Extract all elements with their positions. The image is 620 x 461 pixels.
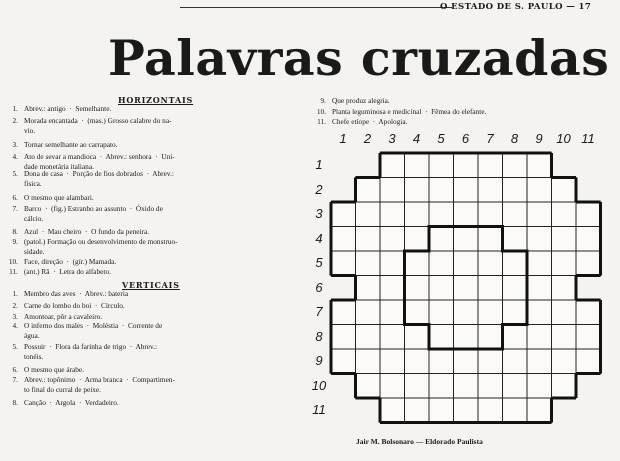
clue-text: O mesmo que árabe. [24, 365, 84, 374]
grid-cell[interactable] [478, 251, 503, 276]
clue-number: 4. [12, 321, 18, 330]
row-number: 11 [312, 402, 326, 417]
grid-cell[interactable] [454, 349, 479, 374]
grid-cell[interactable] [552, 349, 577, 374]
clue-number: 8. [12, 227, 18, 236]
clue-text: Membro das aves · Abrev.: bateria [24, 289, 129, 298]
clue-text: Dona de casa · Porção de fios dobrados · Abrev.: [24, 169, 174, 178]
clue-number: 7. [12, 375, 18, 384]
grid-cell[interactable] [405, 349, 430, 374]
clue-line [2, 258, 302, 267]
clue-number: 3. [12, 312, 18, 321]
clue-text: Abrev.: topônimo · Arma branca · Compartimen- [24, 375, 175, 384]
grid-cell[interactable] [454, 178, 479, 203]
grid-cell[interactable] [380, 374, 405, 399]
row-number: 9 [315, 353, 323, 368]
clue-text: Barco · (fig.) Estranho ao assunto · Óxido de [24, 204, 163, 213]
grid-cell[interactable] [454, 325, 479, 350]
clue-line [2, 366, 302, 375]
grid-cell[interactable] [552, 374, 577, 399]
clue-number: 6. [12, 365, 18, 374]
clue-line [2, 117, 302, 126]
grid-cell[interactable] [331, 251, 356, 276]
clue-line [2, 322, 302, 331]
grid-cell[interactable] [429, 398, 454, 423]
grid-cell[interactable] [576, 251, 601, 276]
inner-diamond-outline [405, 227, 528, 350]
clue-number: 2. [12, 116, 18, 125]
clue-number: 5. [12, 169, 18, 178]
clue-line [314, 118, 614, 127]
grid-cell[interactable] [527, 202, 552, 227]
column-number: 10 [556, 131, 571, 146]
row-number: 6 [315, 279, 323, 295]
grid-cell[interactable] [405, 178, 430, 203]
clue-text: (ant.) Rã · Letra do alfabeto. [24, 267, 111, 276]
clue-text: Amontoar, pôr a cavaleiro. [24, 312, 103, 321]
grid-cell[interactable] [576, 325, 601, 350]
grid-cell[interactable] [356, 202, 381, 227]
author-credit: Jair M. Bolsonaro — Eldorado Paulista [356, 437, 483, 446]
grid-cell[interactable] [356, 251, 381, 276]
grid-cell[interactable] [405, 374, 430, 399]
clue-text: O mesmo que alambari. [24, 193, 94, 202]
clue-number: 6. [12, 193, 18, 202]
grid-cell[interactable] [527, 227, 552, 252]
page-title: Palavras cruzadas [108, 29, 610, 87]
grid-cell[interactable] [527, 178, 552, 203]
grid-cell[interactable] [503, 202, 528, 227]
clue-number: 4. [12, 152, 18, 161]
clue-number: 8. [12, 398, 18, 407]
grid-cell[interactable] [478, 349, 503, 374]
grid-cell[interactable] [478, 153, 503, 178]
column-number: 5 [437, 131, 445, 146]
grid-cell[interactable] [478, 300, 503, 325]
row-number: 2 [315, 181, 323, 197]
grid-cell[interactable] [429, 178, 454, 203]
clue-line [2, 105, 302, 114]
row-number: 1 [315, 157, 323, 172]
clue-number: 1. [12, 289, 18, 298]
grid-cell[interactable] [576, 227, 601, 252]
clue-number: 5. [12, 342, 18, 351]
clue-text: Canção · Argola · Verdadeiro. [24, 398, 119, 407]
grid-cell[interactable] [380, 398, 405, 423]
column-number: 7 [486, 131, 494, 146]
clue-text: (patol.) Formação ou desenvolvimento de monstruo- [24, 237, 178, 246]
grid-cell[interactable] [478, 276, 503, 301]
grid-cell[interactable] [478, 178, 503, 203]
grid-cell[interactable] [552, 178, 577, 203]
grid-cell[interactable] [380, 251, 405, 276]
header-rule [180, 7, 452, 8]
clue-text: Morada encantada · (mas.) Grosso calabre do na- [24, 116, 172, 125]
grid-cell[interactable] [405, 300, 430, 325]
clue-text-continued: tonéis. [24, 351, 44, 361]
clue-text-continued: sidade. [24, 246, 45, 256]
clue-number: 2. [12, 301, 18, 310]
row-number: 4 [315, 230, 323, 246]
grid-cell[interactable] [552, 325, 577, 350]
grid-cell[interactable] [356, 227, 381, 252]
clue-number: 7. [12, 204, 18, 213]
grid-cell[interactable] [503, 325, 528, 350]
grid-cell[interactable] [552, 227, 577, 252]
clue-line [2, 302, 302, 311]
clue-text-continued: física. [24, 178, 42, 188]
grid-cell[interactable] [576, 300, 601, 325]
grid-cell[interactable] [454, 374, 479, 399]
grid-cell[interactable] [331, 227, 356, 252]
grid-cell[interactable] [331, 202, 356, 227]
grid-cell[interactable] [454, 398, 479, 423]
grid-cell[interactable] [380, 300, 405, 325]
clue-line [2, 290, 302, 299]
clue-text: Carne do lombo do boi · Círculo. [24, 301, 125, 310]
grid-cell[interactable] [380, 178, 405, 203]
grid-cell[interactable] [331, 349, 356, 374]
column-number: 6 [461, 131, 470, 146]
clue-line [2, 268, 302, 277]
grid-cell[interactable] [478, 398, 503, 423]
grid-cell[interactable] [527, 300, 552, 325]
clue-line [2, 141, 302, 150]
clue-line [314, 108, 614, 117]
grid-cell[interactable] [527, 276, 552, 301]
grid-cell[interactable] [478, 374, 503, 399]
column-number: 2 [363, 131, 372, 146]
clue-text: Face, direção · (gír.) Mamada. [24, 257, 117, 266]
grid-cell[interactable] [429, 374, 454, 399]
grid-cell[interactable] [503, 300, 528, 325]
clue-line [2, 170, 302, 179]
row-number: 3 [315, 206, 323, 221]
grid-cell[interactable] [576, 202, 601, 227]
grid-cell[interactable] [380, 276, 405, 301]
row-number: 10 [311, 377, 327, 393]
grid-cell[interactable] [405, 276, 430, 301]
grid-cell[interactable] [527, 398, 552, 423]
grid-cell[interactable] [356, 178, 381, 203]
grid-cell[interactable] [576, 349, 601, 374]
clue-text: O inferno dos males · Moléstia · Corrente de [24, 321, 163, 330]
clue-line [2, 238, 302, 247]
clue-number: 1. [12, 104, 18, 113]
grid-cell[interactable] [552, 276, 577, 301]
clue-text-continued: to final do curral de peixe. [24, 384, 101, 394]
grid-cell[interactable] [454, 227, 479, 252]
column-number: 11 [581, 131, 595, 146]
grid-cell[interactable] [478, 227, 503, 252]
grid-cell[interactable] [429, 325, 454, 350]
horizontais-heading: HORIZONTAIS [118, 95, 194, 105]
grid-cell[interactable] [552, 251, 577, 276]
grid-cell[interactable] [454, 276, 479, 301]
clue-text: Possuir · Flora da farinha de trigo · Abrev.: [24, 342, 158, 351]
grid-cell[interactable] [356, 374, 381, 399]
row-number: 5 [315, 255, 323, 270]
grid-cell[interactable] [380, 202, 405, 227]
row-number: 8 [315, 328, 323, 344]
grid-cell[interactable] [454, 251, 479, 276]
grid-cell[interactable] [380, 153, 405, 178]
grid-cell[interactable] [429, 251, 454, 276]
grid-cell[interactable] [503, 276, 528, 301]
grid-cell[interactable] [478, 202, 503, 227]
grid-cell[interactable] [503, 398, 528, 423]
grid-cell[interactable] [429, 153, 454, 178]
clue-number: 10. [8, 257, 18, 266]
grid-cell[interactable] [356, 349, 381, 374]
column-number: 8 [510, 131, 519, 146]
grid-outline [331, 153, 601, 423]
clue-text: Abrev.: antigo · Semelhante. [24, 104, 112, 113]
verticais-heading: VERTICAIS [122, 280, 180, 290]
grid-cell[interactable] [380, 227, 405, 252]
clue-text-continued: vio. [24, 125, 36, 135]
grid-cell[interactable] [552, 202, 577, 227]
grid-cell[interactable] [429, 202, 454, 227]
grid-cell[interactable] [331, 325, 356, 350]
clue-line [314, 97, 614, 106]
clue-number: 11. [317, 117, 326, 126]
newspaper-header: O ESTADO DE S. PAULO — 17 [440, 2, 592, 12]
clue-line [2, 399, 302, 408]
column-number: 3 [388, 131, 396, 146]
clue-text: Chefe etíope · Apologia. [332, 117, 408, 126]
grid-cell[interactable] [405, 398, 430, 423]
grid-cell[interactable] [429, 227, 454, 252]
clue-text-continued: cálcio. [24, 213, 44, 223]
column-number: 1 [339, 131, 347, 146]
grid-cell[interactable] [356, 325, 381, 350]
grid-cell[interactable] [527, 325, 552, 350]
column-number: 9 [535, 131, 543, 146]
clue-line [2, 205, 302, 214]
clue-text: Ato de sevar a mandioca · Abrev.: senhora · Uni- [24, 152, 175, 161]
grid-cell[interactable] [552, 300, 577, 325]
grid-cell[interactable] [405, 325, 430, 350]
grid-cell[interactable] [454, 202, 479, 227]
clue-text: Azul · Mau cheiro · O fundo da peneira. [24, 227, 150, 236]
grid-cell[interactable] [405, 251, 430, 276]
clue-line [2, 153, 302, 162]
clue-number: 9. [12, 237, 18, 246]
grid-cell[interactable] [503, 251, 528, 276]
clue-number: 11. [9, 267, 18, 276]
grid-cell[interactable] [503, 178, 528, 203]
clue-number: 10. [316, 107, 326, 116]
grid-cell[interactable] [478, 325, 503, 350]
clue-text: Tornar semelhante ao carrapato. [24, 140, 118, 149]
grid-cell[interactable] [527, 374, 552, 399]
grid-cell[interactable] [503, 227, 528, 252]
grid-cell[interactable] [527, 153, 552, 178]
grid-cell[interactable] [454, 300, 479, 325]
grid-cell[interactable] [331, 300, 356, 325]
column-number: 4 [412, 131, 421, 146]
grid-cell[interactable] [356, 300, 381, 325]
clue-text-continued: água. [24, 330, 40, 340]
clue-number: 9. [320, 96, 326, 105]
grid-cell[interactable] [356, 276, 381, 301]
clue-number: 3. [12, 140, 18, 149]
grid-cell[interactable] [380, 325, 405, 350]
grid-cell[interactable] [380, 349, 405, 374]
clue-text-continued: dade monetária italiana. [24, 161, 94, 171]
grid-cell[interactable] [503, 349, 528, 374]
clue-line [2, 228, 302, 237]
grid-cell[interactable] [454, 153, 479, 178]
grid-cell[interactable] [527, 251, 552, 276]
grid-cell[interactable] [429, 349, 454, 374]
grid-cell[interactable] [429, 276, 454, 301]
grid-cell[interactable] [405, 202, 430, 227]
grid-cell[interactable] [503, 374, 528, 399]
clue-line [2, 343, 302, 352]
grid-cell[interactable] [405, 227, 430, 252]
grid-cell[interactable] [429, 300, 454, 325]
grid-cell[interactable] [405, 153, 430, 178]
row-number: 7 [315, 304, 323, 319]
clue-text: Planta leguminosa e medicinal · Fêmea do elefante. [332, 107, 487, 116]
grid-cell[interactable] [527, 349, 552, 374]
clue-text: Que produz alegria. [332, 96, 390, 105]
clue-line [2, 376, 302, 385]
clue-line [2, 194, 302, 203]
grid-cell[interactable] [503, 153, 528, 178]
